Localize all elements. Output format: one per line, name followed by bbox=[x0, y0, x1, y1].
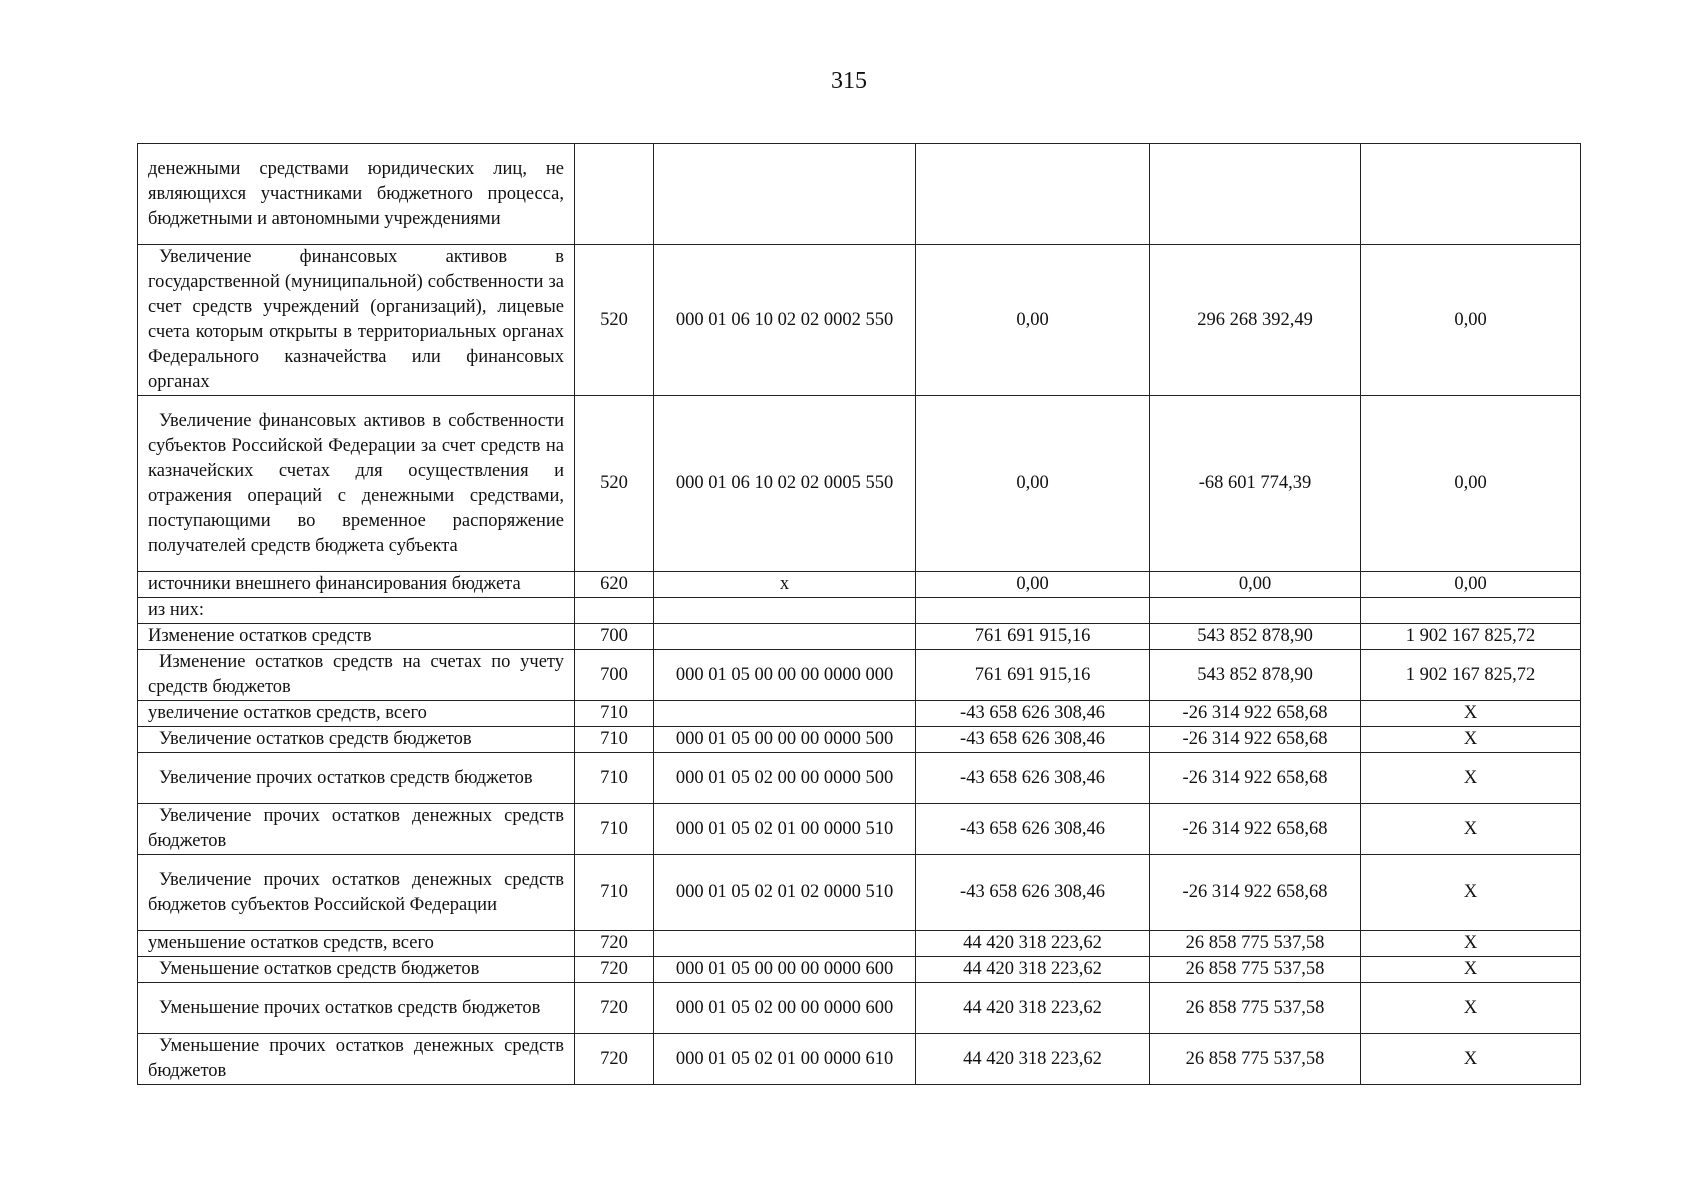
table-row bbox=[138, 701, 1581, 727]
row-value-1 bbox=[916, 598, 1150, 624]
row-value-2: 26 858 775 537,58 bbox=[1150, 931, 1361, 957]
row-value-3: 1 902 167 825,72 bbox=[1361, 624, 1581, 650]
row-name: из них: bbox=[138, 598, 575, 624]
row-value-1: -43 658 626 308,46 bbox=[916, 804, 1150, 855]
row-value-2: 0,00 bbox=[1150, 572, 1361, 598]
row-value-3: X bbox=[1361, 753, 1581, 804]
row-name: увеличение остатков средств, всего bbox=[138, 701, 575, 727]
row-value-1: -43 658 626 308,46 bbox=[916, 727, 1150, 753]
row-line-code: 710 bbox=[575, 855, 654, 931]
row-line-code: 700 bbox=[575, 624, 654, 650]
row-value-1: -43 658 626 308,46 bbox=[916, 855, 1150, 931]
row-classification-code: 000 01 05 02 01 00 0000 510 bbox=[654, 804, 916, 855]
row-classification-code: 000 01 05 02 01 02 0000 510 bbox=[654, 855, 916, 931]
row-value-2: 26 858 775 537,58 bbox=[1150, 983, 1361, 1034]
row-name: уменьшение остатков средств, всего bbox=[138, 931, 575, 957]
row-name: Изменение остатков средств bbox=[138, 624, 575, 650]
row-value-3: 0,00 bbox=[1361, 245, 1581, 396]
table-row bbox=[138, 245, 1581, 396]
row-line-code: 710 bbox=[575, 701, 654, 727]
row-value-1: 761 691 915,16 bbox=[916, 624, 1150, 650]
table-row bbox=[138, 855, 1581, 931]
row-name: Увеличение прочих остатков средств бюджетов bbox=[138, 753, 575, 804]
row-value-1: 44 420 318 223,62 bbox=[916, 983, 1150, 1034]
row-line-code: 710 bbox=[575, 753, 654, 804]
table-row bbox=[138, 598, 1581, 624]
row-name: Уменьшение остатков средств бюджетов bbox=[138, 957, 575, 983]
table-row bbox=[138, 727, 1581, 753]
row-classification-code: 000 01 05 00 00 00 0000 600 bbox=[654, 957, 916, 983]
row-value-3: X bbox=[1361, 855, 1581, 931]
row-value-3: 1 902 167 825,72 bbox=[1361, 650, 1581, 701]
table-row bbox=[138, 1034, 1581, 1085]
row-classification-code: 000 01 05 02 01 00 0000 610 bbox=[654, 1034, 916, 1085]
row-value-3: X bbox=[1361, 983, 1581, 1034]
row-line-code: 520 bbox=[575, 396, 654, 572]
row-classification-code: 000 01 05 00 00 00 0000 000 bbox=[654, 650, 916, 701]
row-value-3: X bbox=[1361, 931, 1581, 957]
row-value-3: X bbox=[1361, 957, 1581, 983]
row-name: денежными средствами юридических лиц, не являющихся участниками бюджетного процесса, бюджетными и автономными учреждениями bbox=[138, 144, 575, 245]
table-row bbox=[138, 753, 1581, 804]
row-value-2: -26 314 922 658,68 bbox=[1150, 855, 1361, 931]
row-value-2: 543 852 878,90 bbox=[1150, 624, 1361, 650]
table-row bbox=[138, 572, 1581, 598]
row-value-2: -26 314 922 658,68 bbox=[1150, 804, 1361, 855]
row-name: Увеличение финансовых активов в государственной (муниципальной) собственности за счет средств учреждений (организаций), лицевые счета которым открыты в территориальных органах Федерального казначейства или финансовых органах bbox=[138, 245, 575, 396]
row-value-3: X bbox=[1361, 1034, 1581, 1085]
row-value-3 bbox=[1361, 144, 1581, 245]
row-line-code: 720 bbox=[575, 931, 654, 957]
row-value-1: 0,00 bbox=[916, 245, 1150, 396]
row-classification-code bbox=[654, 144, 916, 245]
row-line-code: 710 bbox=[575, 804, 654, 855]
row-line-code: 720 bbox=[575, 983, 654, 1034]
row-line-code: 700 bbox=[575, 650, 654, 701]
row-value-3: X bbox=[1361, 727, 1581, 753]
budget-sources-table bbox=[137, 143, 1581, 1085]
row-value-3 bbox=[1361, 598, 1581, 624]
row-value-1: 44 420 318 223,62 bbox=[916, 957, 1150, 983]
row-line-code: 520 bbox=[575, 245, 654, 396]
row-name: Увеличение прочих остатков денежных средств бюджетов субъектов Российской Федерации bbox=[138, 855, 575, 931]
row-value-2: -26 314 922 658,68 bbox=[1150, 701, 1361, 727]
row-classification-code bbox=[654, 701, 916, 727]
row-value-2: 26 858 775 537,58 bbox=[1150, 1034, 1361, 1085]
row-value-2: 543 852 878,90 bbox=[1150, 650, 1361, 701]
row-value-2: -26 314 922 658,68 bbox=[1150, 727, 1361, 753]
row-value-3: 0,00 bbox=[1361, 396, 1581, 572]
row-classification-code bbox=[654, 598, 916, 624]
row-name: Уменьшение прочих остатков средств бюджетов bbox=[138, 983, 575, 1034]
row-line-code: 720 bbox=[575, 957, 654, 983]
row-classification-code: 000 01 06 10 02 02 0005 550 bbox=[654, 396, 916, 572]
row-name: Увеличение остатков средств бюджетов bbox=[138, 727, 575, 753]
table-row bbox=[138, 804, 1581, 855]
row-name: Изменение остатков средств на счетах по учету средств бюджетов bbox=[138, 650, 575, 701]
page-number: 315 bbox=[831, 68, 867, 94]
row-value-2 bbox=[1150, 144, 1361, 245]
row-classification-code: 000 01 05 02 00 00 0000 500 bbox=[654, 753, 916, 804]
row-value-1: -43 658 626 308,46 bbox=[916, 753, 1150, 804]
row-line-code: 720 bbox=[575, 1034, 654, 1085]
row-line-code bbox=[575, 598, 654, 624]
row-name: источники внешнего финансирования бюджета bbox=[138, 572, 575, 598]
row-classification-code: x bbox=[654, 572, 916, 598]
table-row bbox=[138, 650, 1581, 701]
table-row bbox=[138, 957, 1581, 983]
row-classification-code: 000 01 05 00 00 00 0000 500 bbox=[654, 727, 916, 753]
row-value-1: 44 420 318 223,62 bbox=[916, 931, 1150, 957]
row-value-3: 0,00 bbox=[1361, 572, 1581, 598]
row-name: Увеличение финансовых активов в собственности субъектов Российской Федерации за счет средств на казначейских счетах для осуществления и отражения операций с денежными средствами, поступающими во временное распоряжение получателей средств бюджета субъекта bbox=[138, 396, 575, 572]
row-value-1: 0,00 bbox=[916, 572, 1150, 598]
row-name: Уменьшение прочих остатков денежных средств бюджетов bbox=[138, 1034, 575, 1085]
row-value-2: -68 601 774,39 bbox=[1150, 396, 1361, 572]
row-value-2: 26 858 775 537,58 bbox=[1150, 957, 1361, 983]
row-value-2 bbox=[1150, 598, 1361, 624]
row-value-3: X bbox=[1361, 701, 1581, 727]
row-classification-code: 000 01 06 10 02 02 0002 550 bbox=[654, 245, 916, 396]
row-value-1: 0,00 bbox=[916, 396, 1150, 572]
row-value-1: 761 691 915,16 bbox=[916, 650, 1150, 701]
row-classification-code bbox=[654, 931, 916, 957]
row-value-1: -43 658 626 308,46 bbox=[916, 701, 1150, 727]
row-line-code bbox=[575, 144, 654, 245]
row-line-code: 710 bbox=[575, 727, 654, 753]
table-row bbox=[138, 144, 1581, 245]
row-classification-code: 000 01 05 02 00 00 0000 600 bbox=[654, 983, 916, 1034]
table-row bbox=[138, 983, 1581, 1034]
row-value-1 bbox=[916, 144, 1150, 245]
row-line-code: 620 bbox=[575, 572, 654, 598]
table-row bbox=[138, 396, 1581, 572]
table-row bbox=[138, 624, 1581, 650]
row-value-1: 44 420 318 223,62 bbox=[916, 1034, 1150, 1085]
table-row bbox=[138, 931, 1581, 957]
row-value-2: -26 314 922 658,68 bbox=[1150, 753, 1361, 804]
row-name: Увеличение прочих остатков денежных средств бюджетов bbox=[138, 804, 575, 855]
row-value-2: 296 268 392,49 bbox=[1150, 245, 1361, 396]
row-classification-code bbox=[654, 624, 916, 650]
row-value-3: X bbox=[1361, 804, 1581, 855]
